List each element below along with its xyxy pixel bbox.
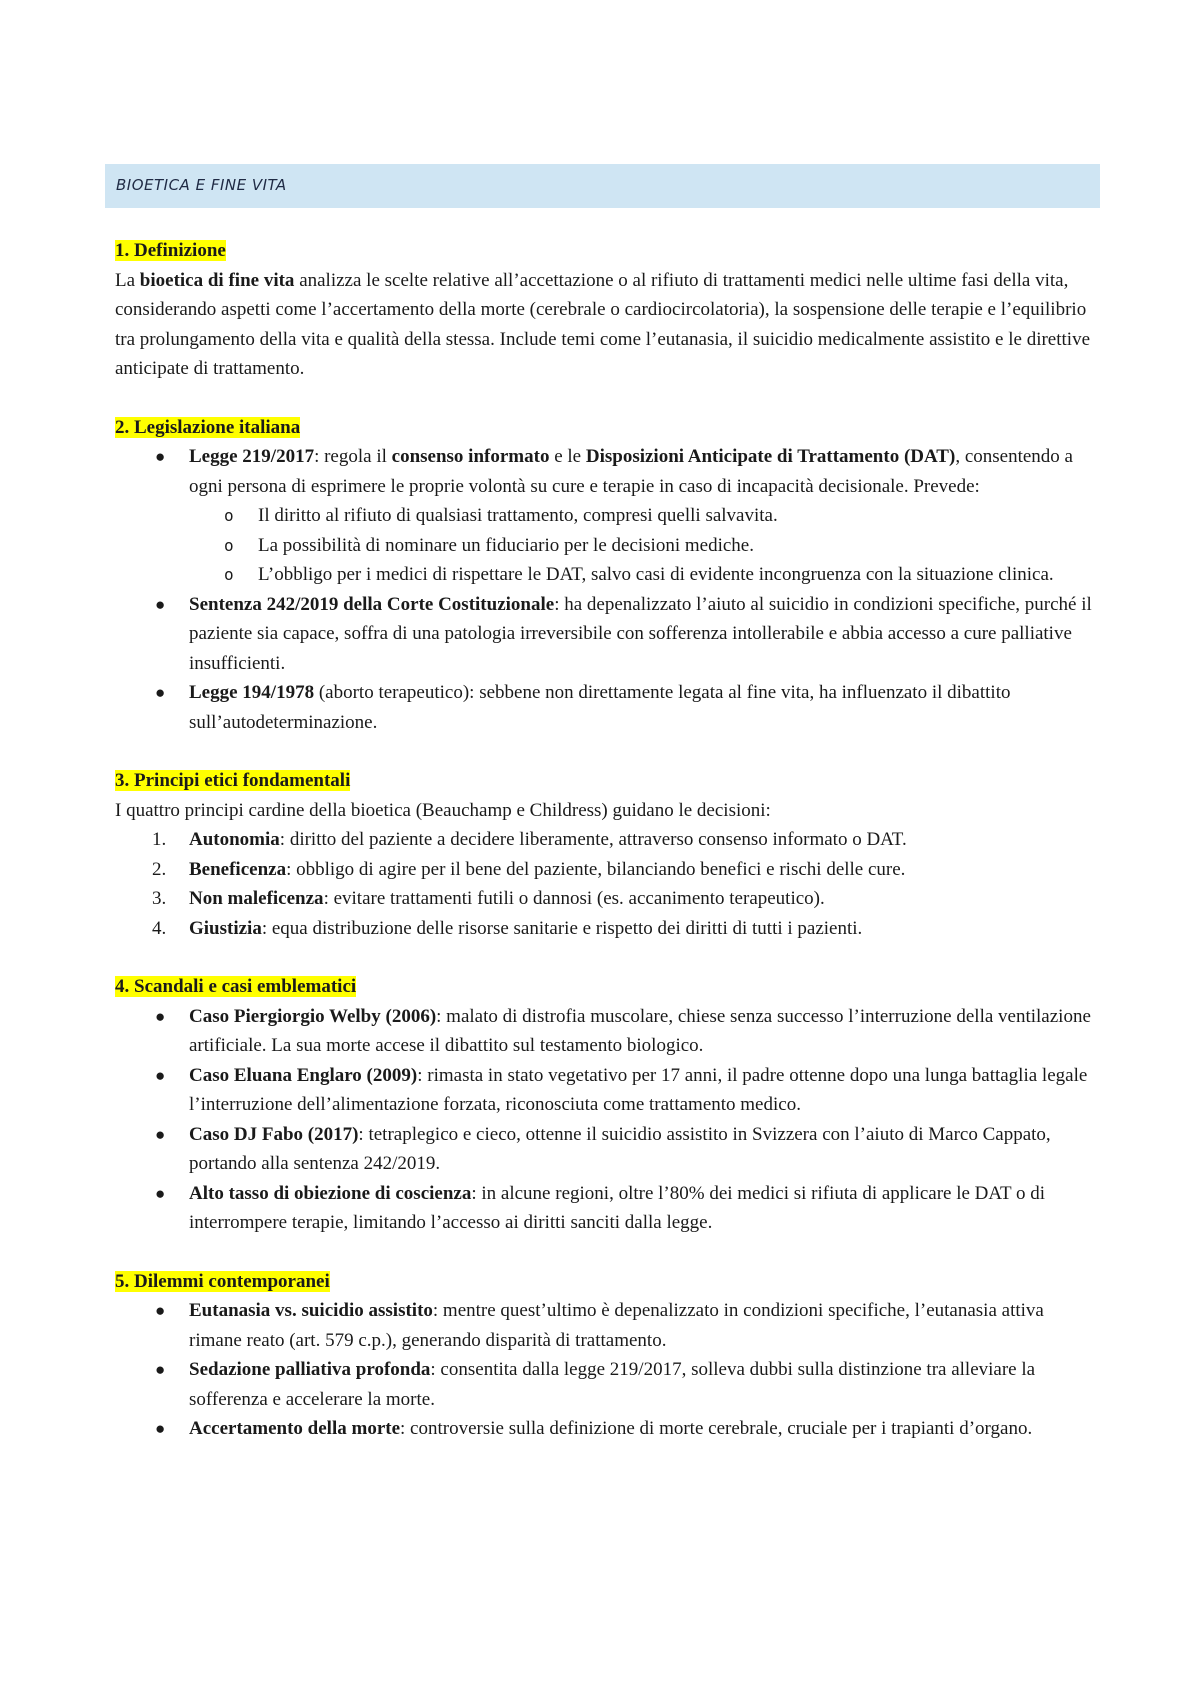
section-heading: 3. Principi etici fondamentali: [115, 770, 351, 791]
list-item: ● Eutanasia vs. suicidio assistito: mentre quest’ultimo è depenalizzato in condizioni specifiche, l’eutanasia attiva rimane reato (art. 579 c.p.), generando disparità di trattamento.: [115, 1296, 1100, 1355]
bullet-icon: ●: [155, 1065, 166, 1085]
circle-bullet-icon: o: [224, 506, 234, 525]
section-heading: 1. Definizione: [115, 240, 226, 261]
section-heading: 4. Scandali e casi emblematici: [115, 976, 357, 997]
section-definizione: [115, 236, 1100, 384]
list-item: ● Alto tasso di obiezione di coscienza: in alcune regioni, oltre l’80% dei medici si rifiuta di applicare le DAT o di interrompere terapie, limitando l’accesso ai diritti sanciti dalla legge.: [115, 1179, 1100, 1238]
bullet-icon: ●: [155, 1183, 166, 1203]
sub-list-item: o Il diritto al rifiuto di qualsiasi trattamento, compresi quelli salvavita.: [185, 501, 1100, 531]
list-item: ● Accertamento della morte: controversie sulla definizione di morte cerebrale, cruciale per i trapianti d’organo.: [115, 1414, 1100, 1444]
section-heading: 5. Dilemmi contemporanei: [115, 1270, 330, 1292]
section-principi: [115, 766, 1100, 943]
circle-bullet-icon: o: [224, 565, 234, 584]
section-dilemmi: [115, 1267, 1100, 1444]
section-casi: [115, 972, 1100, 1238]
list-item: ● Caso DJ Fabo (2017): tetraplegico e cieco, ottenne il suicidio assistito in Svizzera con l’aiuto di Marco Cappato, portando alla sentenza 242/2019.: [115, 1120, 1100, 1179]
document-title: BIOETICA E FINE VITA: [116, 176, 287, 194]
bullet-icon: ●: [155, 594, 166, 614]
list-item: ● Legge 219/2017: regola il consenso informato e le Disposizioni Anticipate di Trattamento (DAT), consentendo a ogni persona di esprimere le proprie volontà su cure e terapie in caso di incapacità decisionale. Prevede: o Il diritto al rifiuto di qualsiasi trattamento, compresi quelli salvavita. o La possibilità di nominare un fiduciario per le decisioni mediche. o L’obbligo per i medici di rispettare le DAT, salvo casi di evidente incongruenza con la situazione clinica.: [115, 442, 1100, 590]
bullet-icon: ●: [155, 1301, 166, 1320]
bullet-icon: ●: [155, 1419, 166, 1438]
circle-bullet-icon: o: [224, 535, 234, 555]
list-item: ● Caso Eluana Englaro (2009): rimasta in stato vegetativo per 17 anni, il padre ottenne dopo una lunga battaglia legale l’interruzione dell’alimentazione forzata, riconosciuta come trattamento medico.: [115, 1061, 1100, 1120]
section-heading: 2. Legislazione italiana: [115, 416, 301, 438]
sub-list-item: o La possibilità di nominare un fiduciario per le decisioni mediche.: [185, 531, 1100, 561]
bullet-icon: ●: [155, 1006, 166, 1026]
bullet-icon: ●: [155, 447, 166, 466]
bullet-list: [115, 1002, 1100, 1238]
numbered-list: [115, 825, 1100, 943]
list-item: 3. Non maleficenza: evitare trattamenti futili o dannosi (es. accanimento terapeutico).: [152, 888, 825, 909]
list-item: 4. Giustizia: equa distribuzione delle risorse sanitarie e rispetto dei diritti di tutti i pazienti.: [152, 917, 863, 939]
definition-paragraph: La bioetica di fine vita analizza le scelte relative all’accettazione o al rifiuto di trattamenti medici nelle ultime fasi della vita, considerando aspetti come l’accertamento della morte (cerebrale o cardiocircolatoria), la sospensione delle terapie e l’equilibrio tra prolungamento della vita e qualità della stessa. Include temi come l’eutanasia, il suicidio medicalmente assistito e le direttive anticipate di trattamento.: [115, 269, 1091, 379]
sub-list: [189, 501, 1100, 590]
bullet-icon: ●: [155, 1360, 166, 1379]
section-legislazione: [115, 413, 1100, 738]
document-body: [115, 236, 1100, 1473]
bullet-icon: ●: [155, 1124, 166, 1144]
list-item: 2. Beneficenza: obbligo di agire per il bene del paziente, bilanciando benefici e rischi delle cure.: [152, 858, 906, 880]
list-item: ● Sentenza 242/2019 della Corte Costituzionale: ha depenalizzato l’aiuto al suicidio in condizioni specifiche, purché il paziente sia capace, soffra di una patologia irreversibile con sofferenza intollerabile e abbia accesso a cure palliative insufficienti.: [115, 590, 1100, 679]
intro-paragraph: I quattro principi cardine della bioetica (Beauchamp e Childress) guidano le decisioni:: [115, 799, 771, 821]
list-item: ● Sedazione palliativa profonda: consentita dalla legge 219/2017, solleva dubbi sulla distinzione tra alleviare la sofferenza e accelerare la morte.: [115, 1355, 1100, 1414]
list-item: 1. Autonomia: diritto del paziente a decidere liberamente, attraverso consenso informato o DAT.: [152, 829, 907, 850]
list-item: ● Caso Piergiorgio Welby (2006): malato di distrofia muscolare, chiese senza successo l’interruzione della ventilazione artificiale. La sua morte accese il dibattito sul testamento biologico.: [115, 1002, 1100, 1061]
sub-list-item: o L’obbligo per i medici di rispettare le DAT, salvo casi di evidente incongruenza con la situazione clinica.: [185, 560, 1100, 590]
list-item: ● Legge 194/1978 (aborto terapeutico): sebbene non direttamente legata al fine vita, ha influenzato il dibattito sull’autodeterminazione.: [115, 678, 1100, 737]
bullet-list: [115, 442, 1100, 737]
bullet-icon: ●: [155, 683, 166, 702]
bullet-list: [115, 1296, 1100, 1444]
bold-term: bioetica di fine vita: [139, 269, 295, 291]
title-bar: [105, 164, 1100, 208]
